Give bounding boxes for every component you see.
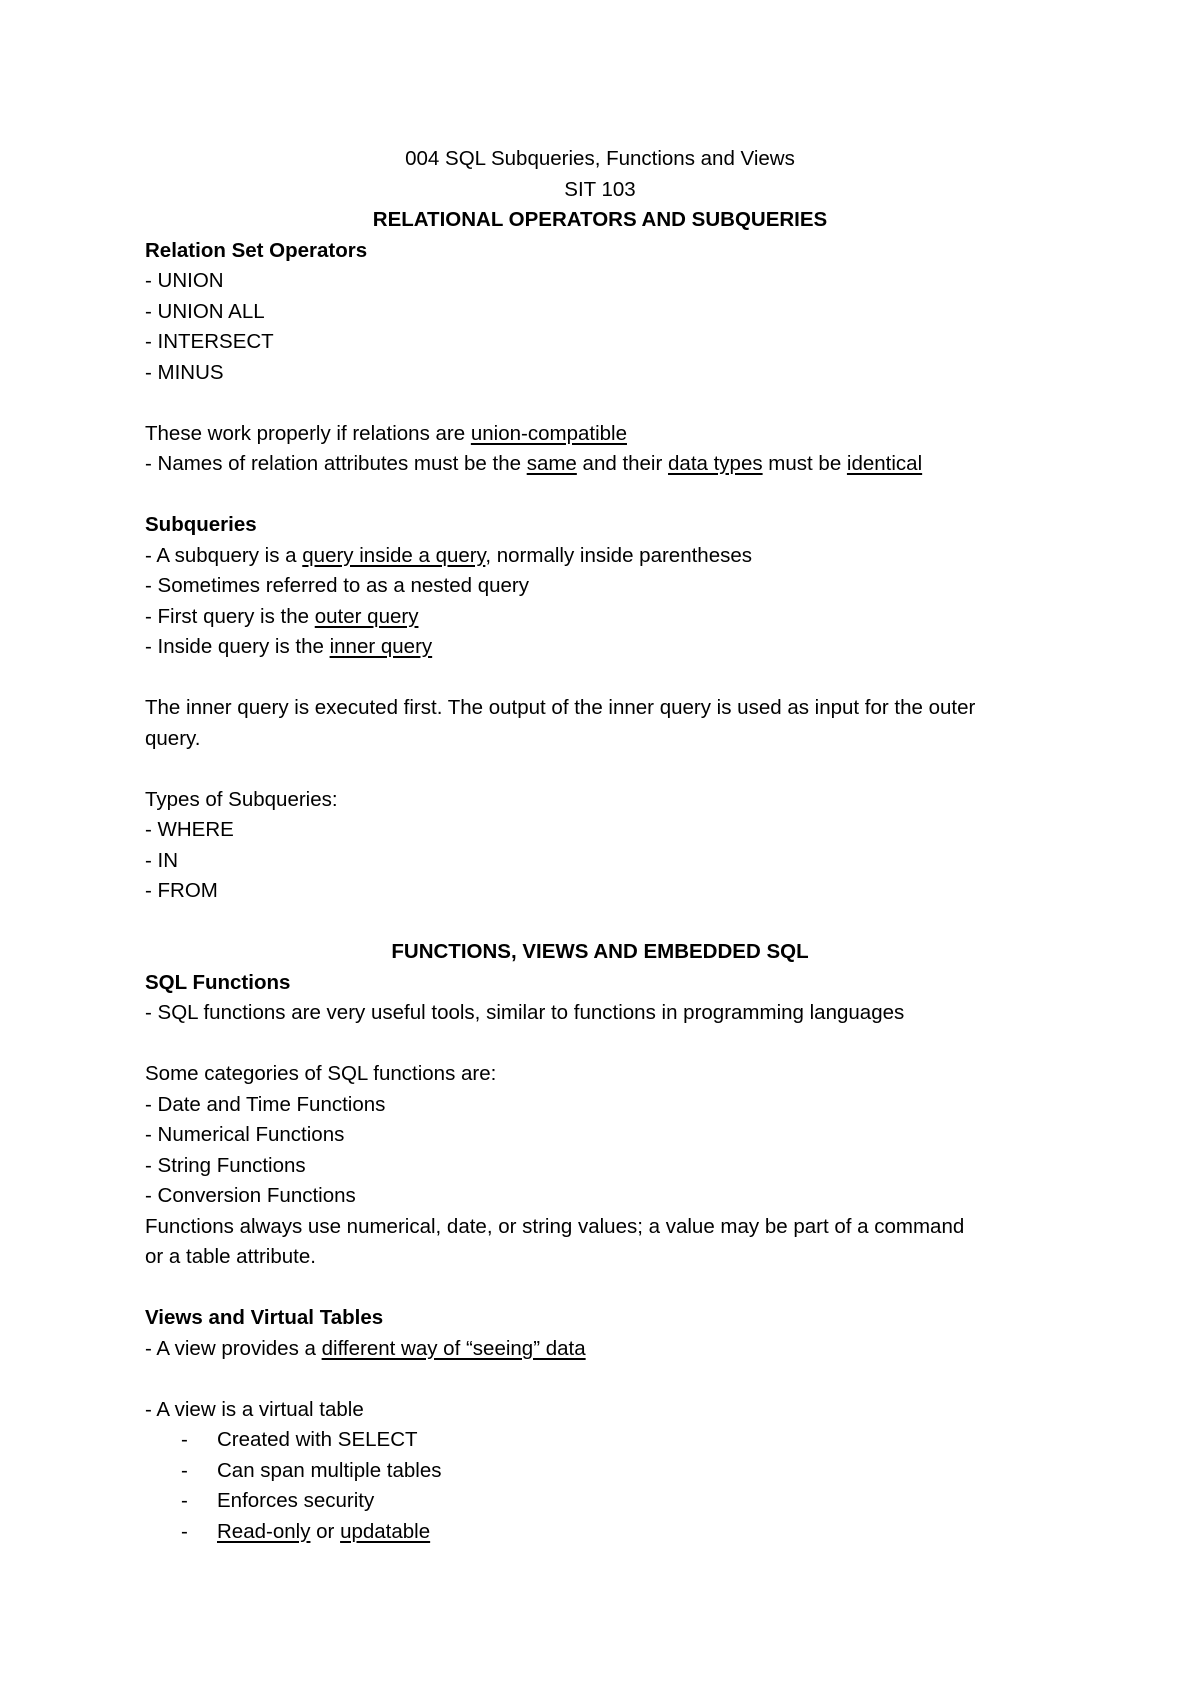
list-item: - UNION bbox=[145, 269, 224, 292]
paragraph-union-compatible bbox=[145, 419, 1065, 450]
list-item: - A view is a virtual table bbox=[145, 1397, 364, 1421]
course-code: SIT 103 bbox=[564, 177, 636, 201]
subheading-views: Views and Virtual Tables bbox=[145, 1306, 384, 1329]
text: - Names of relation attributes must be the bbox=[145, 452, 527, 475]
list-item bbox=[145, 1334, 1065, 1365]
list-item: - WHERE bbox=[145, 818, 234, 841]
spacer bbox=[145, 480, 1065, 511]
document-page bbox=[145, 144, 1065, 1547]
underlined-text: union-compatible bbox=[470, 421, 627, 445]
categories-heading: Some categories of SQL functions are: bbox=[145, 1062, 497, 1085]
paragraph-functions-note: Functions always use numerical, date, or string values; a value may be part of a command bbox=[145, 1214, 965, 1238]
text: , normally inside parentheses bbox=[485, 543, 752, 567]
spacer bbox=[145, 1364, 1065, 1395]
text: must be bbox=[762, 452, 847, 475]
spacer bbox=[145, 663, 1065, 694]
list-item bbox=[145, 541, 1065, 572]
text: - First query is the bbox=[145, 604, 315, 628]
list-item: - SQL functions are very useful tools, similar to functions in programming languages bbox=[145, 1001, 905, 1024]
spacer bbox=[145, 1273, 1065, 1304]
sub-list-item bbox=[145, 1517, 1065, 1548]
spacer bbox=[145, 907, 1065, 938]
underlined-text: query inside a query bbox=[302, 543, 486, 567]
list-item bbox=[145, 602, 1065, 633]
subheading-subqueries: Subqueries bbox=[145, 513, 257, 536]
paragraph-inner-query-line: The inner query is executed first. The output of the inner query is used as input for the outer bbox=[145, 696, 976, 719]
underlined-text: inner query bbox=[329, 635, 433, 658]
subheading-set-operators: Relation Set Operators bbox=[145, 238, 368, 262]
spacer bbox=[145, 1029, 1065, 1060]
bullet-dash: - bbox=[181, 1428, 188, 1451]
underlined-text: identical bbox=[846, 452, 923, 475]
sub-list-item bbox=[145, 1486, 1065, 1517]
list-item: - FROM bbox=[145, 879, 218, 902]
underlined-text: data types bbox=[668, 452, 763, 475]
text: or bbox=[310, 1519, 341, 1543]
paragraph-inner-query-line: query. bbox=[145, 726, 201, 750]
text: - Inside query is the bbox=[145, 635, 330, 658]
types-heading: Types of Subqueries: bbox=[145, 787, 338, 811]
text: Enforces security bbox=[217, 1489, 375, 1512]
list-item bbox=[145, 632, 1065, 663]
text: Created with SELECT bbox=[217, 1428, 418, 1451]
list-item: - Date and Time Functions bbox=[145, 1092, 386, 1116]
text: Can span multiple tables bbox=[217, 1458, 442, 1482]
underlined-text: Read-only bbox=[217, 1519, 311, 1543]
text: - A view provides a bbox=[145, 1336, 322, 1360]
list-item: - String Functions bbox=[145, 1153, 306, 1177]
list-item: - IN bbox=[145, 848, 179, 872]
spacer bbox=[145, 388, 1065, 419]
list-item: - Sometimes referred to as a nested query bbox=[145, 574, 529, 597]
spacer bbox=[145, 754, 1065, 785]
text: and their bbox=[576, 452, 669, 475]
underlined-text: same bbox=[526, 452, 577, 475]
underlined-text: updatable bbox=[340, 1519, 431, 1543]
subheading-sql-functions: SQL Functions bbox=[145, 970, 291, 994]
list-item: - Conversion Functions bbox=[145, 1184, 356, 1207]
section-heading-relational: RELATIONAL OPERATORS AND SUBQUERIES bbox=[372, 208, 828, 231]
bullet-dash: - bbox=[181, 1458, 188, 1482]
document-title: 004 SQL Subqueries, Functions and Views bbox=[405, 147, 795, 170]
list-item: - UNION ALL bbox=[145, 299, 265, 323]
list-item: - INTERSECT bbox=[145, 330, 274, 353]
section-heading-functions: FUNCTIONS, VIEWS AND EMBEDDED SQL bbox=[391, 940, 809, 963]
sub-list-item bbox=[145, 1425, 1065, 1456]
underlined-text: outer query bbox=[314, 604, 419, 628]
sub-list-item bbox=[145, 1456, 1065, 1487]
underlined-text: different way of “seeing” data bbox=[321, 1336, 586, 1360]
paragraph-functions-note: or a table attribute. bbox=[145, 1245, 316, 1268]
text: These work properly if relations are bbox=[145, 421, 471, 445]
bullet-dash: - bbox=[181, 1489, 188, 1512]
text: - A subquery is a bbox=[145, 543, 303, 567]
list-item: - MINUS bbox=[145, 360, 224, 384]
paragraph-attribute-names bbox=[145, 449, 1065, 480]
bullet-dash: - bbox=[181, 1519, 188, 1543]
list-item: - Numerical Functions bbox=[145, 1123, 345, 1146]
